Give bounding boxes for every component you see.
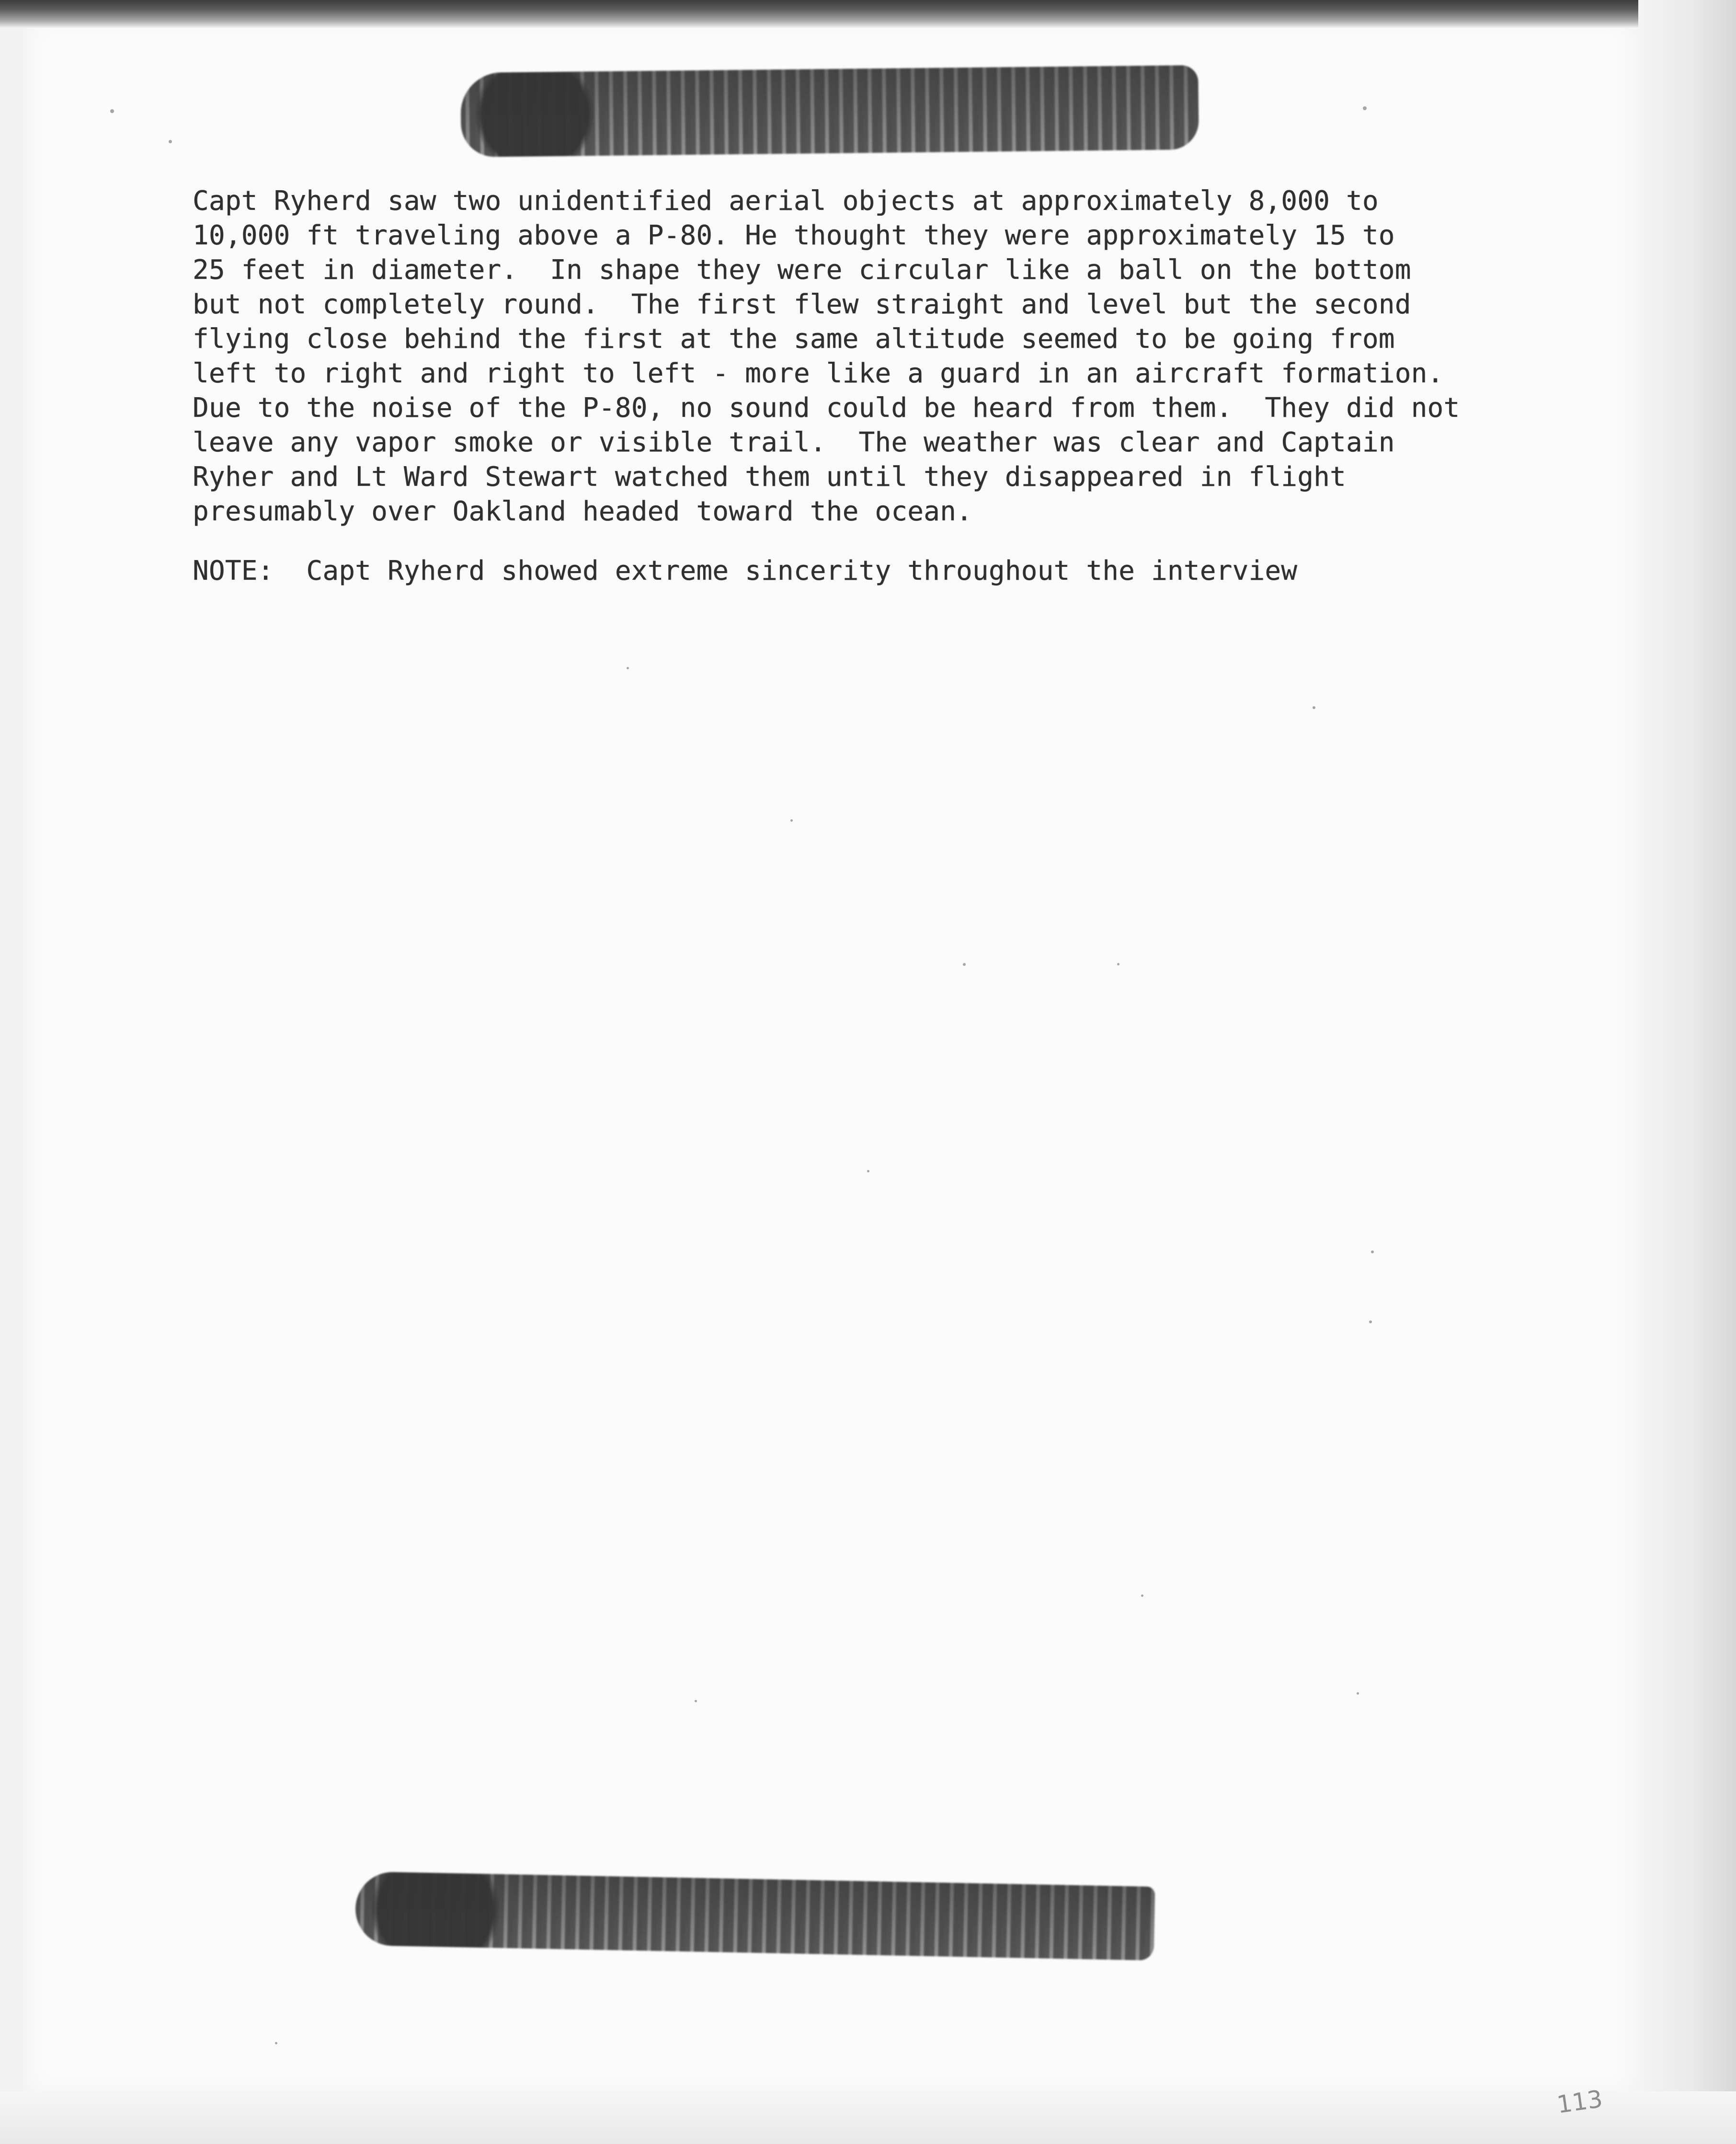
- scan-speck: [110, 109, 114, 113]
- scan-speck: [1357, 1692, 1359, 1695]
- bottom-scan-margin: [0, 2091, 1736, 2144]
- scan-speck: [1371, 1250, 1374, 1253]
- scan-speck: [1313, 706, 1315, 709]
- scan-speck: [790, 819, 793, 822]
- scan-speck: [275, 2042, 277, 2044]
- interview-note: NOTE: Capt Ryherd showed extreme sincerity throughout the interview: [193, 555, 1298, 586]
- scan-speck: [867, 1170, 869, 1172]
- page-number: 113: [1555, 2085, 1605, 2119]
- scan-speck: [1117, 963, 1119, 965]
- scan-speck: [627, 667, 629, 669]
- top-dark-scan-edge: [0, 0, 1736, 28]
- observation-paragraph: Capt Ryherd saw two unidentified aerial objects at approximately 8,000 to 10,000 ft traveling above a P-80. He thought they were approximately 15 to 25 feet in diameter. In shape they were circular like a ball on the bottom but not completely round. The first flew straight and level but the second flying close behind the first at the same altitude seemed to be going from left to right and right to left - more like a guard in an aircraft formation. Due to the noise of the P-80, no sound could be heard from them. They did not leave any vapor smoke or visible trail. The weather was clear and Captain Ryher and Lt Ward Stewart watched them until they disappeared in flight presumably over Oakland headed toward the ocean.: [193, 185, 1460, 527]
- top-redaction-mark: [460, 65, 1199, 157]
- bottom-redaction-mark: [355, 1871, 1155, 1961]
- scan-speck: [1363, 106, 1367, 110]
- scan-speck: [169, 140, 172, 143]
- right-scan-margin: [1638, 0, 1736, 2144]
- scan-speck: [695, 1700, 697, 1702]
- scan-speck: [963, 963, 966, 966]
- scan-speck: [1369, 1320, 1372, 1323]
- scan-speck: [1141, 1594, 1143, 1597]
